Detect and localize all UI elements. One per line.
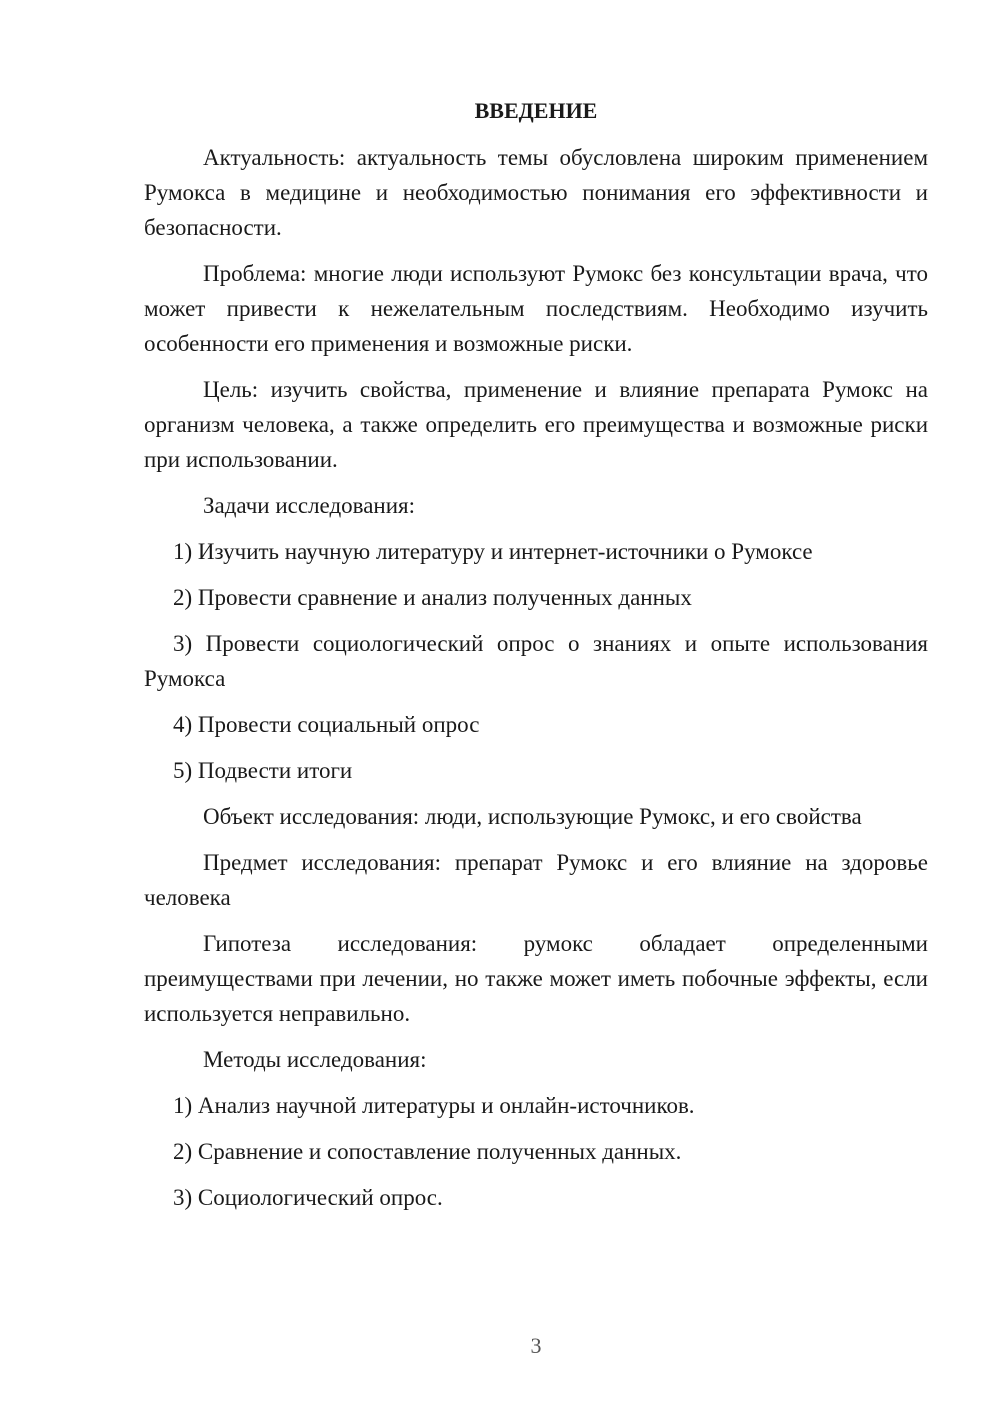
object-paragraph: Объект исследования: люди, использующие Румокс, и его свойства: [203, 804, 862, 829]
method-item: 2) Сравнение и сопоставление полученных данных.: [173, 1139, 682, 1164]
task-item: 1) Изучить научную литературу и интернет-источники о Румоксе: [173, 539, 813, 564]
page-number: 3: [530, 1333, 542, 1358]
relevance-paragraph: Актуальность: актуальность темы обусловлена широким применением Румокса в медицине и необходимостью понимания его эффективности и безопасности.: [144, 145, 928, 240]
problem-paragraph: Проблема: многие люди используют Румокс без консультации врача, что может привести к нежелательным последствиям. Необходимо изучить особенности его применения и возможные риски.: [144, 261, 928, 356]
subject-paragraph: Предмет исследования: препарат Румокс и его влияние на здоровье человека: [144, 850, 928, 910]
task-item: 2) Провести сравнение и анализ полученных данных: [173, 585, 692, 610]
goal-paragraph: Цель: изучить свойства, применение и влияние препарата Румокс на организм человека, а также определить его преимущества и возможные риски при использовании.: [144, 377, 928, 472]
hypothesis-paragraph: Гипотеза исследования: румокс обладает определенными преимуществами при лечении, но также может иметь побочные эффекты, если используется неправильно.: [144, 931, 928, 1026]
task-item: 5) Подвести итоги: [173, 758, 353, 783]
task-item: 3) Провести социологический опрос о знаниях и опыте использования Румокса: [144, 631, 928, 691]
page-content: [144, 96, 928, 1226]
method-item: 3) Социологический опрос.: [173, 1185, 443, 1210]
methods-heading: Методы исследования:: [203, 1047, 427, 1072]
method-item: 1) Анализ научной литературы и онлайн-источников.: [173, 1093, 695, 1118]
section-title: ВВЕДЕНИЕ: [474, 98, 598, 123]
task-item: 4) Провести социальный опрос: [173, 712, 480, 737]
tasks-heading: Задачи исследования:: [203, 493, 416, 518]
